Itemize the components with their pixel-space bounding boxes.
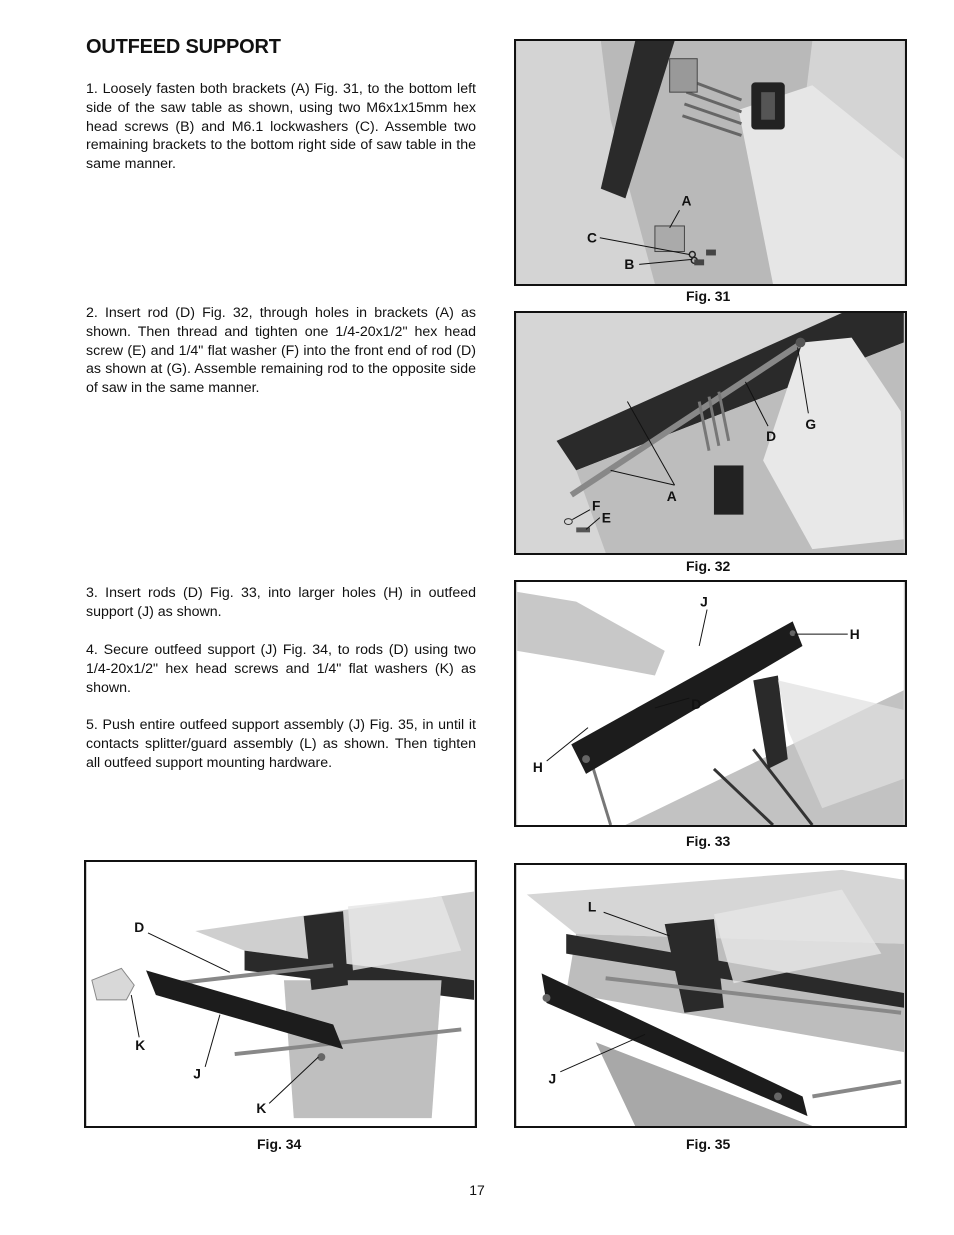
figure-34-illustration [86,862,475,1126]
page-title: OUTFEED SUPPORT [86,36,281,58]
figure-34-caption: Fig. 34 [257,1136,302,1152]
fig31-label-c: C [587,230,597,246]
fig31-label-b: B [624,257,635,273]
fig33-label-h-top: H [849,627,860,643]
figure-31-photo [514,39,907,286]
fig33-label-j: J [700,594,708,610]
step-4-text: 4. Secure outfeed support (J) Fig. 34, to rods (D) using two 1/4-20x1/2" hex head screws and 1/4" flat washers (K) as shown. [86,642,476,696]
figure-35-illustration [516,865,905,1126]
figure-35-photo [514,863,907,1128]
page-number: 17 [469,1182,485,1198]
figure-34-photo [84,860,477,1128]
figure-32-illustration [516,313,905,553]
fig33-label-h-bottom: H [532,759,543,775]
figure-32-photo [514,311,907,555]
step-5-text: 5. Push entire outfeed support assembly (J) Fig. 35, in until it contacts splitter/guard assembly (L) as shown. Then tighten all outfeed support mounting hardware. [86,717,476,771]
fig32-label-f: F [591,498,601,514]
fig34-label-k-left: K [135,1038,146,1054]
figure-33-caption: Fig. 33 [686,833,731,849]
fig34-label-k-bottom: K [256,1101,267,1117]
figure-31-caption: Fig. 31 [686,288,731,304]
fig32-label-e: E [601,510,611,526]
step-1-text: 1. Loosely fasten both brackets (A) Fig. 31, to the bottom left side of the saw table as shown, using two M6x1x15mm hex head screws (B) and M6.1 lockwashers (C). Assemble two remaining brackets to the bottom right side of saw table in the same manner. [86,81,476,173]
figure-35-caption: Fig. 35 [686,1136,731,1152]
fig32-label-a: A [666,488,677,504]
fig34-label-j: J [193,1066,201,1082]
fig33-label-d: D [691,696,702,712]
fig31-label-a: A [681,193,692,209]
fig35-label-j: J [548,1071,557,1087]
figure-31-illustration [516,41,905,284]
figure-33-photo [514,580,907,827]
step-2-text: 2. Insert rod (D) Fig. 32, through holes in brackets (A) as shown. Then thread and tighten one 1/4-20x1/2" hex head screw (E) and 1/4" flat washer (F) into the front end of rod (D) as shown at (G). Assemble remaining rod to the opposite side of saw in the same manner. [86,305,476,397]
figure-32-caption: Fig. 32 [686,558,731,574]
fig34-label-d: D [134,919,145,935]
fig32-label-g: G [805,417,817,433]
fig35-label-l: L [587,899,597,915]
step-3-text: 3. Insert rods (D) Fig. 33, into larger holes (H) in outfeed support (J) as shown. [86,585,476,620]
figure-33-illustration [516,582,905,825]
fig32-label-d: D [766,428,777,444]
